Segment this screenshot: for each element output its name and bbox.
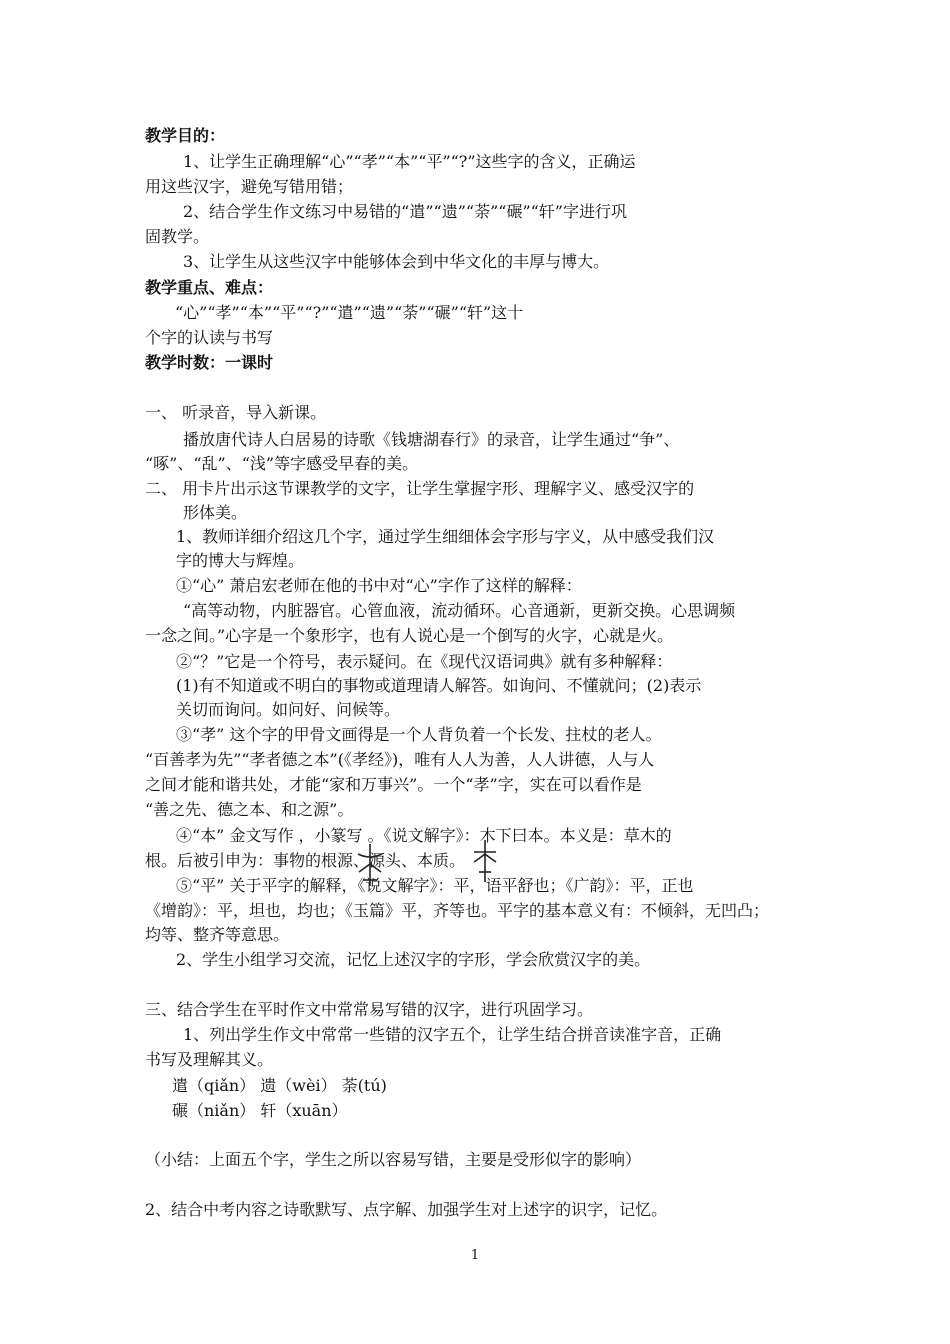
body-line: 《增韵》：平，坦也，均也；《玉篇》平，齐等也。平字的基本意义有：不倾斜，无凹凸； [145,901,770,920]
body-line: “啄”、“乱”、“浅”等字感受早春的美。 [145,454,419,473]
body-line: (1)有不知道或不明白的事物或道理请人解答。如询问、不懂就问；(2)表示 [176,676,702,695]
body-line: 书写及理解其义。 [145,1050,274,1069]
body-line: 1、列出学生作文中常常一些错的汉字五个，让学生结合拼音读准字音，正确 [183,1025,722,1044]
body-line: 2、学生小组学习交流，记忆上述汉字的字形，学会欣赏汉字的美。 [176,950,651,969]
body-line: “百善孝为先”“孝者德之本”(《孝经》)，唯有人人为善，人人讲德，人与人 [145,750,655,769]
goal-line: 2、结合学生作文练习中易错的“遣”“遗”“荼”“碾”“轩”字进行巩 [183,202,627,221]
body-line: “善之先、德之本、和之源”。 [145,800,354,819]
pinyin-line: 遣（qiǎn） 遗（wèi） 荼(tú) [172,1076,387,1095]
body-line: ②“？”它是一个符号，表示疑问。在《现代汉语词典》就有多种解释： [176,652,673,671]
heading-hours: 教学时数：一课时 [145,353,274,372]
page-number: 1 [470,1248,480,1263]
goal-line: 用这些汉字，避免写错用错； [145,177,354,196]
body-line: “高等动物，内脏器官。心管血液，流动循环。心音通新，更新交换。心思调频 [183,601,736,620]
body-line: ④“本” 金文写作 ，小篆写 。《说文解字》：木下曰本。本义是：草木的 [176,826,672,845]
body-line: ①“心” 萧启宏老师在他的书中对“心”字作了这样的解释： [176,576,582,595]
goal-line: 1、让学生正确理解“心”“孝”“本”“平”“?”这些字的含义，正确运 [183,152,636,171]
body-line: 均等、整齐等意思。 [145,925,290,944]
heading-focus: 教学重点、难点： [145,278,274,297]
goal-line: 固教学。 [145,227,210,246]
focus-line: 个字的认读与书写 [145,328,274,347]
body-line: 播放唐代诗人白居易的诗歌《钱塘湖春行》的录音，让学生通过“争”、 [183,430,680,449]
section-heading-3: 三、结合学生在平时作文中常常易写错的汉字，进行巩固学习。 [145,1000,594,1019]
body-line: 形体美。 [183,503,248,522]
body-line: 之间才能和谐共处，才能“家和万事兴”。一个“孝”字，实在可以看作是 [145,775,642,794]
focus-line: “心”“孝”“本”“平”“?”“遣”“遗”“荼”“碾”“轩”这十 [175,303,524,322]
body-line: 一念之间。”心字是一个象形字，也有人说心是一个倒写的火字，心就是火。 [145,626,674,645]
body-line: 字的博大与辉煌。 [176,551,305,570]
body-line: 根。后被引申为：事物的根源、源头、本质。 [145,851,466,870]
goal-line: 3、让学生从这些汉字中能够体会到中华文化的丰厚与博大。 [183,252,610,271]
section-heading-1: 一、 听录音，导入新课。 [145,403,327,422]
body-line: 关切而询问。如问好、问候等。 [176,700,401,719]
pinyin-line: 碾（niǎn） 轩（xuān） [172,1101,348,1120]
body-line: 2、结合中考内容之诗歌默写、点字解、加强学生对上述字的识字，记忆。 [145,1200,668,1219]
section-heading-2: 二、 用卡片出示这节课教学的文字，让学生掌握字形、理解字义、感受汉字的 [145,479,695,498]
body-line: ③“孝” 这个字的甲骨文画得是一个人背负着一个长发、拄杖的老人。 [176,725,662,744]
summary-line: （小结：上面五个字，学生之所以容易写错，主要是受形似字的影响） [145,1150,642,1169]
heading-goals: 教学目的： [145,126,226,145]
body-line: 1、教师详细介绍这几个字，通过学生细细体会字形与字义，从中感受我们汉 [176,527,715,546]
body-line: ⑤“平” 关于平字的解释，《说文解字》：平，语平舒也；《广韵》：平，正也 [176,876,694,895]
